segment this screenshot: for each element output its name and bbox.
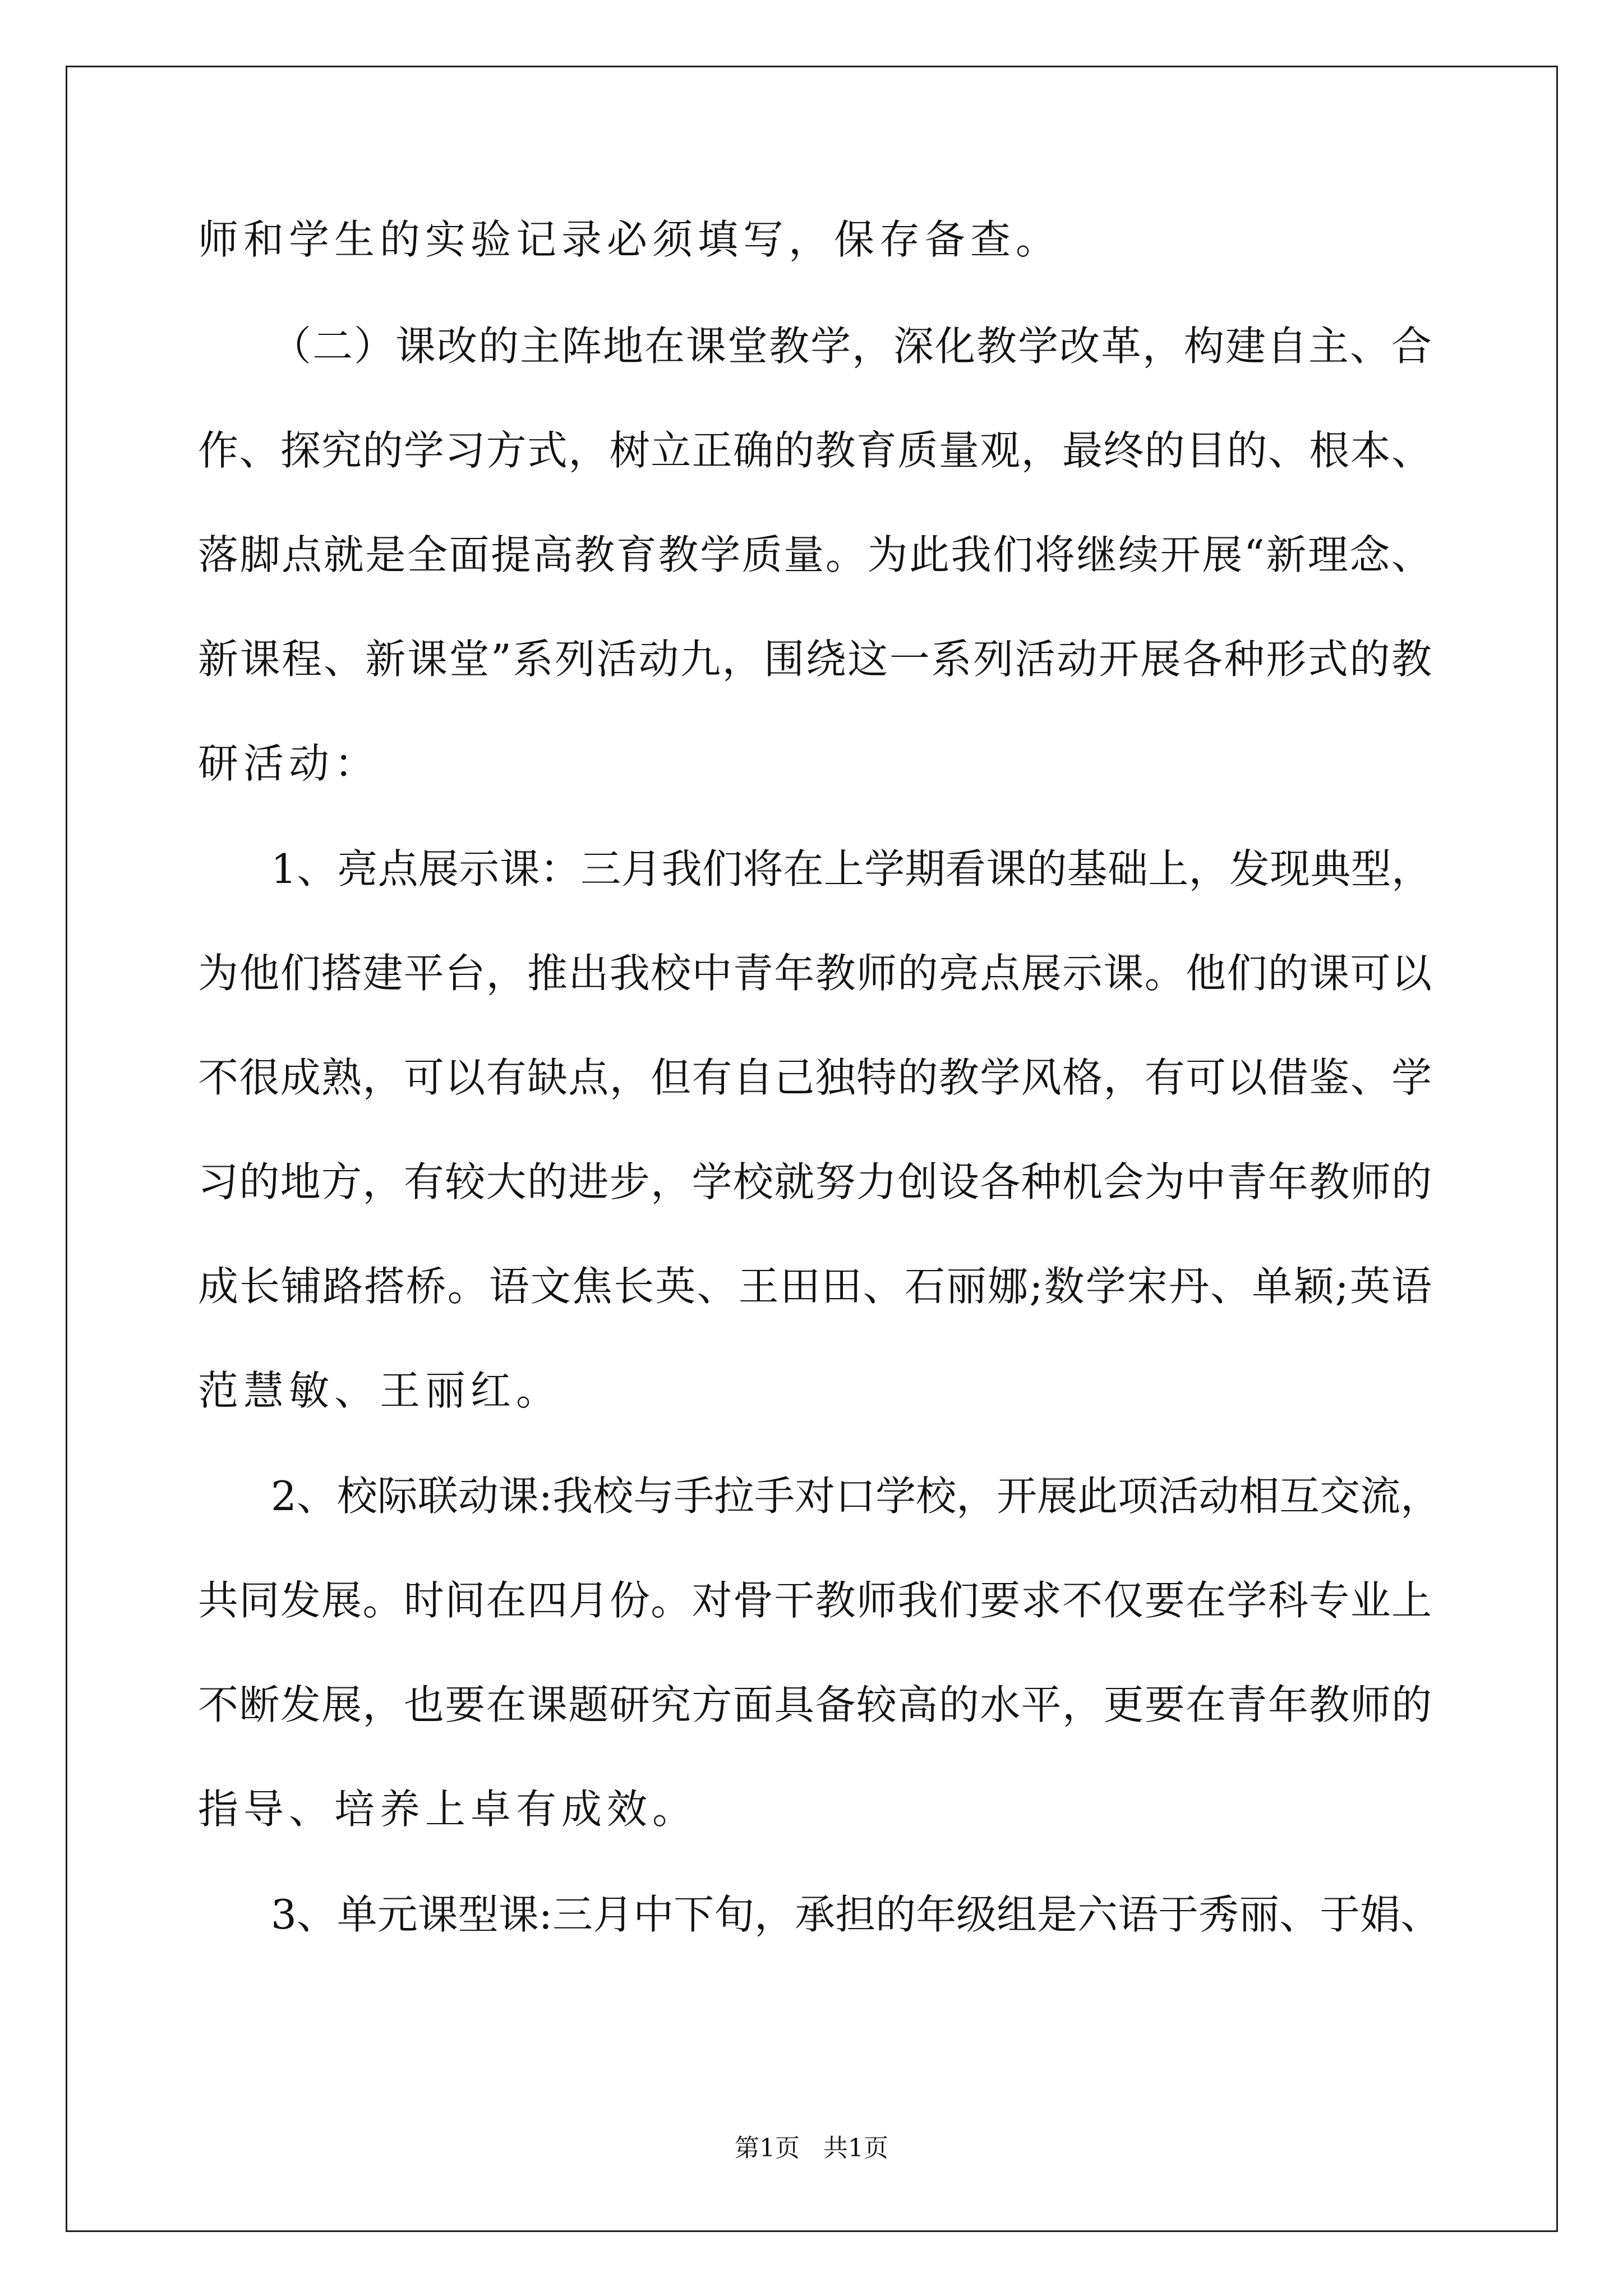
text-line: 作、探究的学习方式，树立正确的教育质量观，最终的目的、根本、 (198, 427, 1432, 474)
text-line: 研活动： (198, 740, 380, 787)
text-line: 习的地方，有较大的进步，学校就努力创设各种机会为中青年教师的 (198, 1158, 1432, 1205)
text-line: 师和学生的实验记录必须填写，保存备查。 (198, 216, 1062, 263)
text-line: 不很成熟，可以有缺点，但有自己独特的教学风格，有可以借鉴、学 (198, 1054, 1432, 1101)
text-line: 指导、培养上卓有成效。 (198, 1786, 698, 1833)
text-line: 范慧敏、王丽红。 (198, 1367, 562, 1414)
item-1-line-1: 1、亮点展示课：三月我们将在上学期看课的基础上，发现典型， (271, 845, 1432, 892)
text-line: 成长铺路搭桥。语文焦长英、王田田、石丽娜;数学宋丹、单颖;英语 (198, 1263, 1432, 1310)
paragraph-2-line-1: （二）课改的主阵地在课堂教学，深化教学改革，构建自主、合 (271, 323, 1432, 370)
item-3-line-1: 3、单元课型课:三月中下旬，承担的年级组是六语于秀丽、于娟、 (271, 1891, 1441, 1938)
text-line: 不断发展，也要在课题研究方面具备较高的水平，更要在青年教师的 (198, 1681, 1432, 1728)
text-line: 落脚点就是全面提高教育教学质量。为此我们将继续开展“新理念、 (198, 531, 1432, 578)
text-line: 共同发展。时间在四月份。对骨干教师我们要求不仅要在学科专业上 (198, 1577, 1432, 1624)
page-number-footer: 第1页 共1页 (735, 2134, 888, 2162)
text-line: 为他们搭建平台，推出我校中青年教师的亮点展示课。他们的课可以 (198, 950, 1432, 997)
item-2-line-1: 2、校际联动课:我校与手拉手对口学校，开展此项活动相互交流， (271, 1473, 1441, 1520)
text-line: 新课程、新课堂”系列活动九，围绕这一系列活动开展各种形式的教 (198, 636, 1432, 683)
